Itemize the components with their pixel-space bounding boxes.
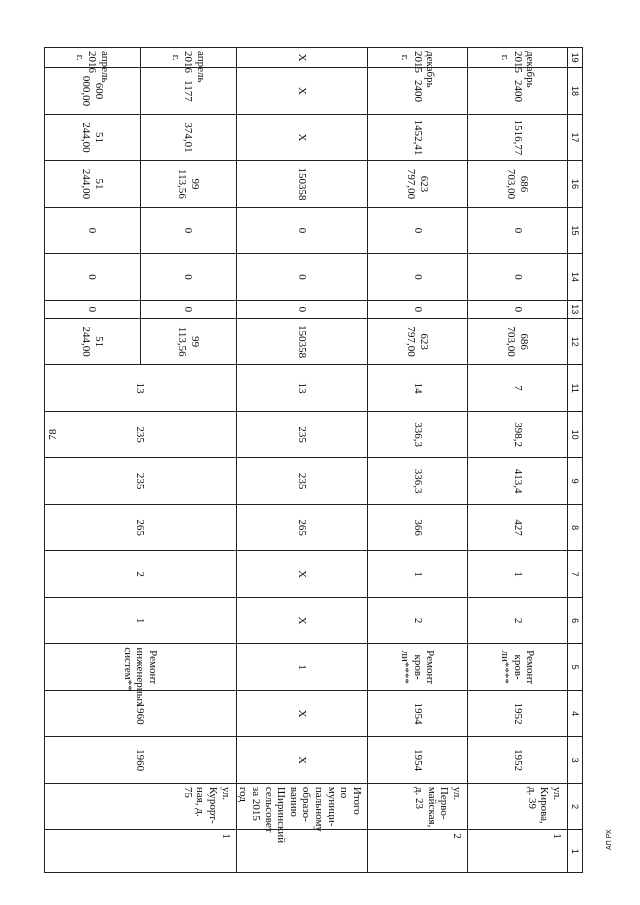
cell-line: Ремонт кров- bbox=[411, 650, 437, 685]
column-number-row bbox=[568, 48, 583, 873]
cell-15: 0 bbox=[468, 207, 568, 254]
cell-6: 2 bbox=[468, 597, 568, 644]
cell-14: 0 bbox=[140, 254, 236, 301]
cell-9: 336,3 bbox=[368, 458, 468, 505]
col-num-1: 1 bbox=[568, 830, 583, 873]
cell-16: 99 113,56 bbox=[140, 161, 236, 208]
cell-1: 2 bbox=[368, 830, 468, 873]
cell-11: 13 bbox=[44, 365, 236, 412]
col-num-16: 16 bbox=[568, 161, 583, 208]
cell-13: 0 bbox=[468, 300, 568, 318]
cell-5 bbox=[468, 644, 568, 691]
cell-18: 1177 bbox=[140, 68, 236, 115]
cell-19 bbox=[468, 48, 568, 88]
cell-11: 7 bbox=[468, 365, 568, 412]
cell-1: 1 bbox=[468, 830, 568, 873]
cell-15: 0 bbox=[44, 207, 140, 254]
cell-17: 1516,77 bbox=[468, 114, 568, 161]
col-num-8: 8 bbox=[568, 504, 583, 551]
cell-9: 235 bbox=[236, 458, 367, 505]
cell-10: 235 bbox=[44, 411, 236, 458]
cell-6: 2 bbox=[368, 597, 468, 644]
cell-5: Ремонт инженерных систем** bbox=[44, 644, 236, 691]
cell-5 bbox=[368, 644, 468, 691]
col-num-17: 17 bbox=[568, 114, 583, 161]
cell-line: апрель bbox=[195, 51, 208, 83]
cell-6: 1 bbox=[44, 597, 236, 644]
cell-19 bbox=[368, 48, 468, 88]
cell-2: ул. Курорт-ная, д. 75 bbox=[44, 783, 236, 830]
cell-12: 99 113,56 bbox=[140, 318, 236, 365]
cell-line: 2015 г. bbox=[399, 51, 424, 73]
col-num-2: 2 bbox=[568, 783, 583, 830]
cell-16: 51 244,00 bbox=[44, 161, 140, 208]
cell-19: Х bbox=[236, 48, 367, 68]
repair-program-table bbox=[44, 47, 583, 873]
cell-18: 600 000,00 bbox=[44, 68, 140, 115]
col-num-10: 10 bbox=[568, 411, 583, 458]
cell-14: 0 bbox=[44, 254, 140, 301]
cell-10: 235 bbox=[236, 411, 367, 458]
cell-line: декабрь bbox=[424, 51, 437, 88]
col-num-19: 19 bbox=[568, 48, 583, 68]
cell-13: 0 bbox=[368, 300, 468, 318]
cell-15: 0 bbox=[140, 207, 236, 254]
table-row bbox=[468, 48, 568, 873]
cell-8: 366 bbox=[368, 504, 468, 551]
cell-line: декабрь bbox=[524, 51, 537, 88]
col-num-18: 18 bbox=[568, 68, 583, 115]
table-row bbox=[368, 48, 468, 873]
cell-16: 150358 bbox=[236, 161, 367, 208]
cell-8: 265 bbox=[44, 504, 236, 551]
cell-line: 2015 г. bbox=[499, 51, 524, 73]
cell-7: Х bbox=[236, 551, 367, 598]
cell-8: 427 bbox=[468, 504, 568, 551]
cell-4: 1960 bbox=[44, 690, 236, 737]
cell-line: 2016 г. bbox=[73, 51, 99, 73]
col-num-9: 9 bbox=[568, 458, 583, 505]
col-num-11: 11 bbox=[568, 365, 583, 412]
cell-11: 13 bbox=[236, 365, 367, 412]
cell-13: 0 bbox=[140, 300, 236, 318]
cell-13: 0 bbox=[44, 300, 140, 318]
cell-3: 1952 bbox=[468, 737, 568, 784]
cell-9: 413,4 bbox=[468, 458, 568, 505]
col-num-4: 4 bbox=[568, 690, 583, 737]
cell-2: Итого по муници-пальному образо-ванию Ширинский сельсовет за 2015 год bbox=[236, 783, 367, 830]
cell-7: 2 bbox=[44, 551, 236, 598]
cell-15: 0 bbox=[236, 207, 367, 254]
cell-line: ли**** bbox=[499, 650, 512, 684]
cell-7: 1 bbox=[368, 551, 468, 598]
cell-19 bbox=[44, 48, 140, 83]
cell-14: 0 bbox=[468, 254, 568, 301]
cell-17: 1452,41 bbox=[368, 114, 468, 161]
cell-1: 1 bbox=[44, 830, 236, 873]
cell-11: 14 bbox=[368, 365, 468, 412]
cell-4: Х bbox=[236, 690, 367, 737]
cell-4: 1954 bbox=[368, 690, 468, 737]
table-wrapper bbox=[73, 47, 583, 873]
cell-3: 1954 bbox=[368, 737, 468, 784]
col-num-12: 12 bbox=[568, 318, 583, 365]
cell-18: 2400 bbox=[468, 68, 568, 115]
cell-19 bbox=[140, 48, 236, 83]
cell-15: 0 bbox=[368, 207, 468, 254]
cell-12: 686 703,00 bbox=[468, 318, 568, 365]
footer-mark: АП РХ bbox=[606, 829, 613, 850]
cell-10: 336,3 bbox=[368, 411, 468, 458]
cell-line: апрель bbox=[99, 51, 112, 83]
col-num-6: 6 bbox=[568, 597, 583, 644]
col-num-5: 5 bbox=[568, 644, 583, 691]
cell-4: 1952 bbox=[468, 690, 568, 737]
cell-8: 265 bbox=[236, 504, 367, 551]
cell-10: 398,2 bbox=[468, 411, 568, 458]
cell-17: 51 244,00 bbox=[44, 114, 140, 161]
cell-17: 374,01 bbox=[140, 114, 236, 161]
cell-2: ул. Перво-майская, д. 23 bbox=[368, 783, 468, 830]
cell-14: 0 bbox=[368, 254, 468, 301]
cell-line: Ремонт кров- bbox=[511, 650, 537, 685]
cell-6: Х bbox=[236, 597, 367, 644]
col-num-13: 13 bbox=[568, 300, 583, 318]
cell-2: ул. Кирова, д. 39 bbox=[468, 783, 568, 830]
cell-5: 1 bbox=[236, 644, 367, 691]
cell-18: Х bbox=[236, 68, 367, 115]
cell-3: 1960 bbox=[44, 737, 236, 784]
cell-line: ли**** bbox=[399, 650, 412, 684]
col-num-3: 3 bbox=[568, 737, 583, 784]
cell-3: Х bbox=[236, 737, 367, 784]
cell-17: Х bbox=[236, 114, 367, 161]
cell-7: 1 bbox=[468, 551, 568, 598]
cell-12: 51 244,00 bbox=[44, 318, 140, 365]
cell-line: 2016 г. bbox=[169, 51, 195, 73]
cell-16: 686 703,00 bbox=[468, 161, 568, 208]
table-row bbox=[236, 48, 367, 873]
cell-12: 150358 bbox=[236, 318, 367, 365]
cell-18: 2400 bbox=[368, 68, 468, 115]
cell-1 bbox=[236, 830, 367, 873]
cell-14: 0 bbox=[236, 254, 367, 301]
cell-12: 623 797,00 bbox=[368, 318, 468, 365]
cell-9: 235 bbox=[44, 458, 236, 505]
col-num-14: 14 bbox=[568, 254, 583, 301]
page-number: 78 bbox=[47, 429, 59, 440]
table-row bbox=[140, 48, 236, 873]
cell-13: 0 bbox=[236, 300, 367, 318]
cell-16: 623 797,00 bbox=[368, 161, 468, 208]
col-num-7: 7 bbox=[568, 551, 583, 598]
col-num-15: 15 bbox=[568, 207, 583, 254]
